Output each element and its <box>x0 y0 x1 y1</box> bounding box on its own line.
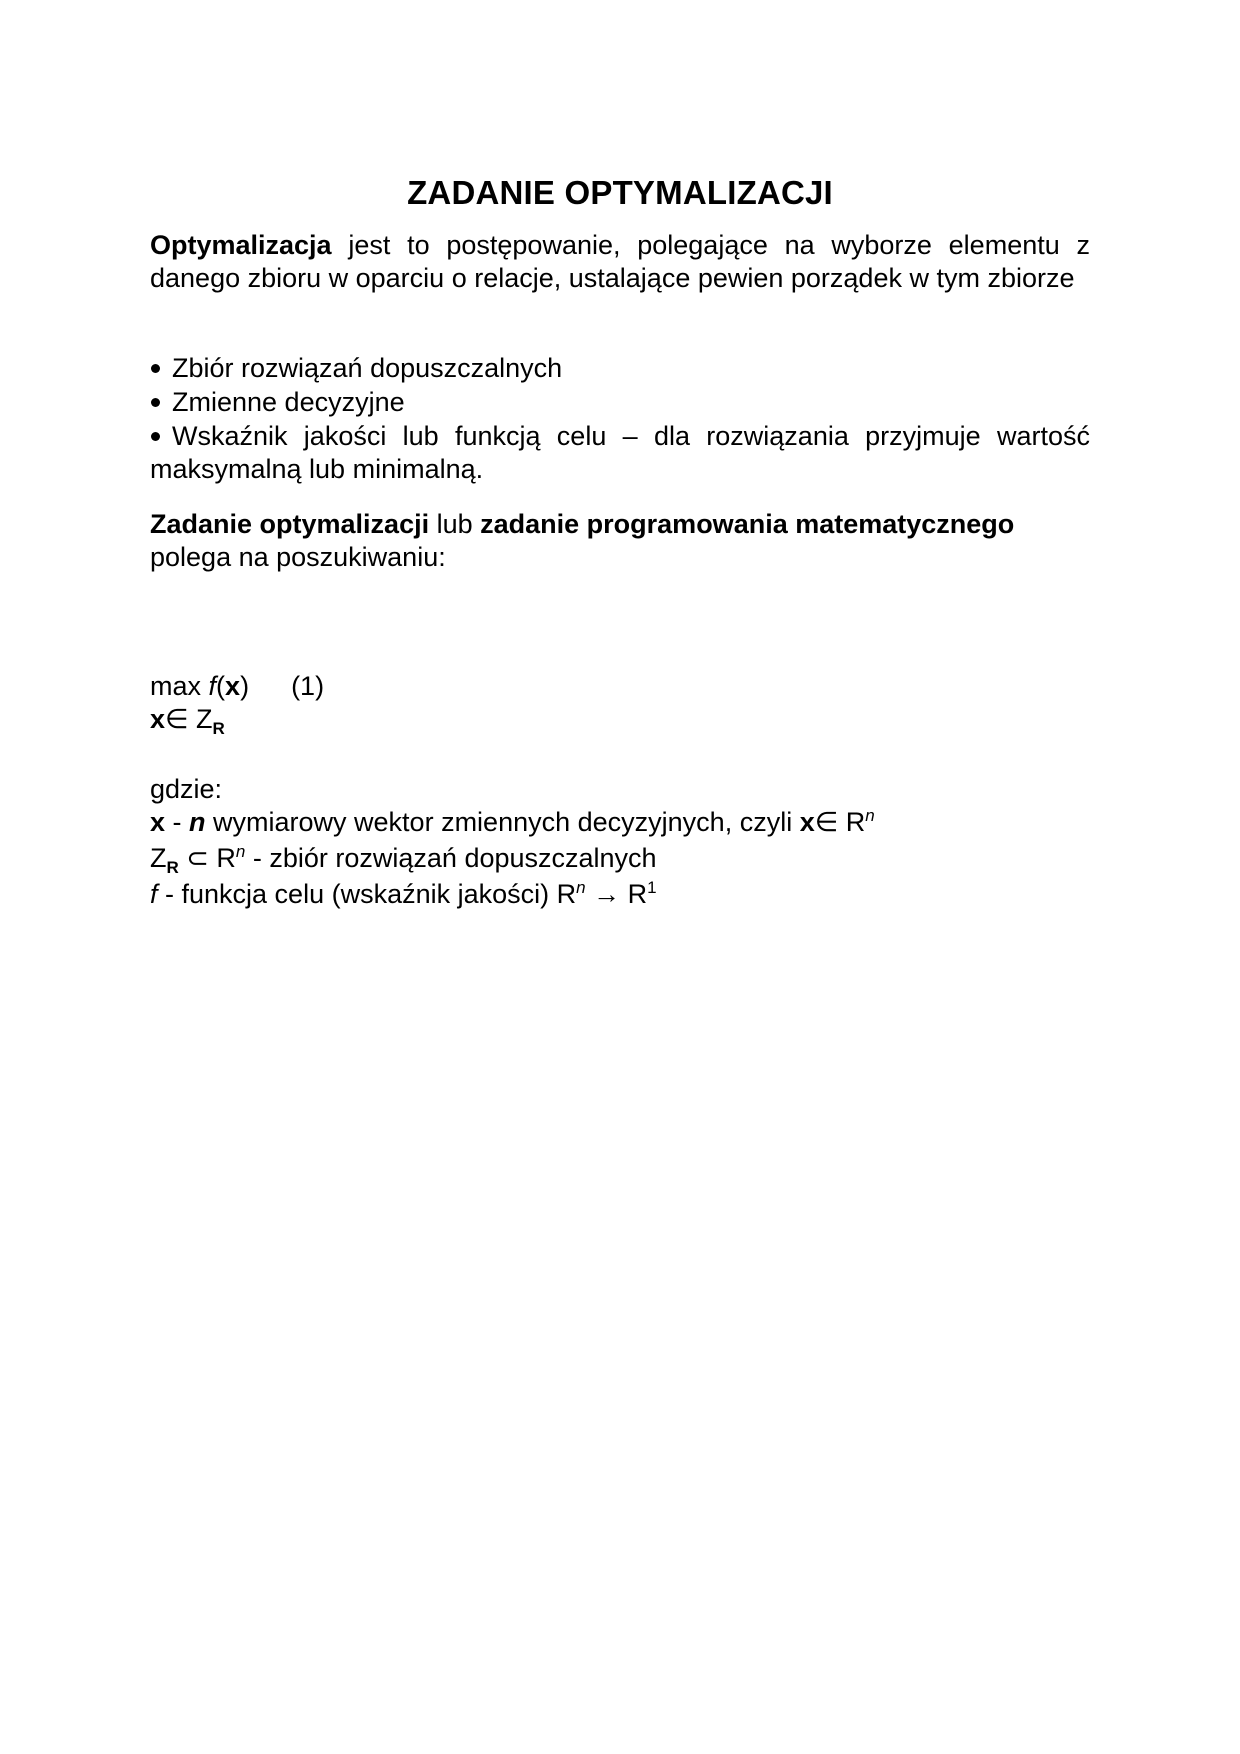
page-title: ZADANIE OPTYMALIZACJI <box>407 174 833 211</box>
where-x-line <box>150 806 1090 842</box>
where-z-sup: n <box>235 842 246 861</box>
task-rest: polega na poszukiwaniu: <box>150 542 446 572</box>
where-f-line <box>150 878 1090 914</box>
task-term-1: Zadanie optymalizacji <box>150 509 430 539</box>
where-block <box>150 773 1090 914</box>
where-x-symbol: x <box>150 807 166 837</box>
where-f-sup-1: 1 <box>647 878 657 897</box>
constraint-x: x <box>150 704 166 734</box>
where-z-text: - zbiór rozwiązań dopuszczalnych <box>245 843 657 873</box>
where-x-bold: x <box>799 807 815 837</box>
where-f-sup-n: n <box>576 878 586 897</box>
where-f-arrow: → R <box>585 879 648 909</box>
equation-number: (1) <box>291 671 325 701</box>
formula-max: max <box>150 671 209 701</box>
list-item <box>150 386 1090 419</box>
bullet-list <box>150 352 1090 486</box>
definition-term: Optymalizacja <box>150 230 332 260</box>
formula-objective <box>150 670 1090 703</box>
constraint-in: ∈ Z <box>165 704 213 734</box>
where-z-line <box>150 842 1090 878</box>
list-item-text: Zbiór rozwiązań dopuszczalnych <box>172 353 563 383</box>
where-x-text: wymiarowy wektor zmiennych decyzyjnych, czyli <box>205 807 800 837</box>
bullet-icon <box>150 352 172 385</box>
where-f-text: - funkcja celu (wskaźnik jakości) R <box>157 879 577 909</box>
formula-constraint <box>150 703 1090 739</box>
where-f-symbol: f <box>150 879 158 909</box>
where-z-sub: R <box>166 858 179 877</box>
definition-paragraph <box>150 229 1090 295</box>
formula-f: f <box>208 671 217 701</box>
constraint-sub: R <box>212 719 225 738</box>
formula-close: ) <box>240 671 250 701</box>
list-item-text: Zmienne decyzyjne <box>172 387 405 417</box>
definition-text: jest to postępowanie, polegające na wyborze elementu z danego zbioru w oparciu o relacje, ustalające pewien porządek w tym zbiorze <box>150 230 1090 293</box>
list-item-text: Wskaźnik jakości lub funkcją celu – dla rozwiązania przyjmuje wartość maksymalną lub minimalną. <box>150 421 1090 484</box>
where-x-sup: n <box>865 806 875 825</box>
list-item <box>150 420 1090 486</box>
where-x-n: n <box>189 807 206 837</box>
bullet-icon <box>150 420 172 453</box>
task-connector: lub <box>429 509 481 539</box>
task-paragraph <box>150 508 1090 574</box>
formula-x: x <box>225 671 241 701</box>
bullet-icon <box>150 386 172 419</box>
where-z-symbol: Z <box>150 843 167 873</box>
list-item <box>150 352 1090 385</box>
formula-block <box>150 670 1090 739</box>
where-x-in: ∈ R <box>814 807 866 837</box>
task-term-2: zadanie programowania matematycznego <box>480 509 1015 539</box>
where-x-dash: - <box>165 807 190 837</box>
where-label: gdzie: <box>150 774 223 804</box>
where-z-subset: ⊂ R <box>178 843 236 873</box>
formula-open: ( <box>216 671 226 701</box>
